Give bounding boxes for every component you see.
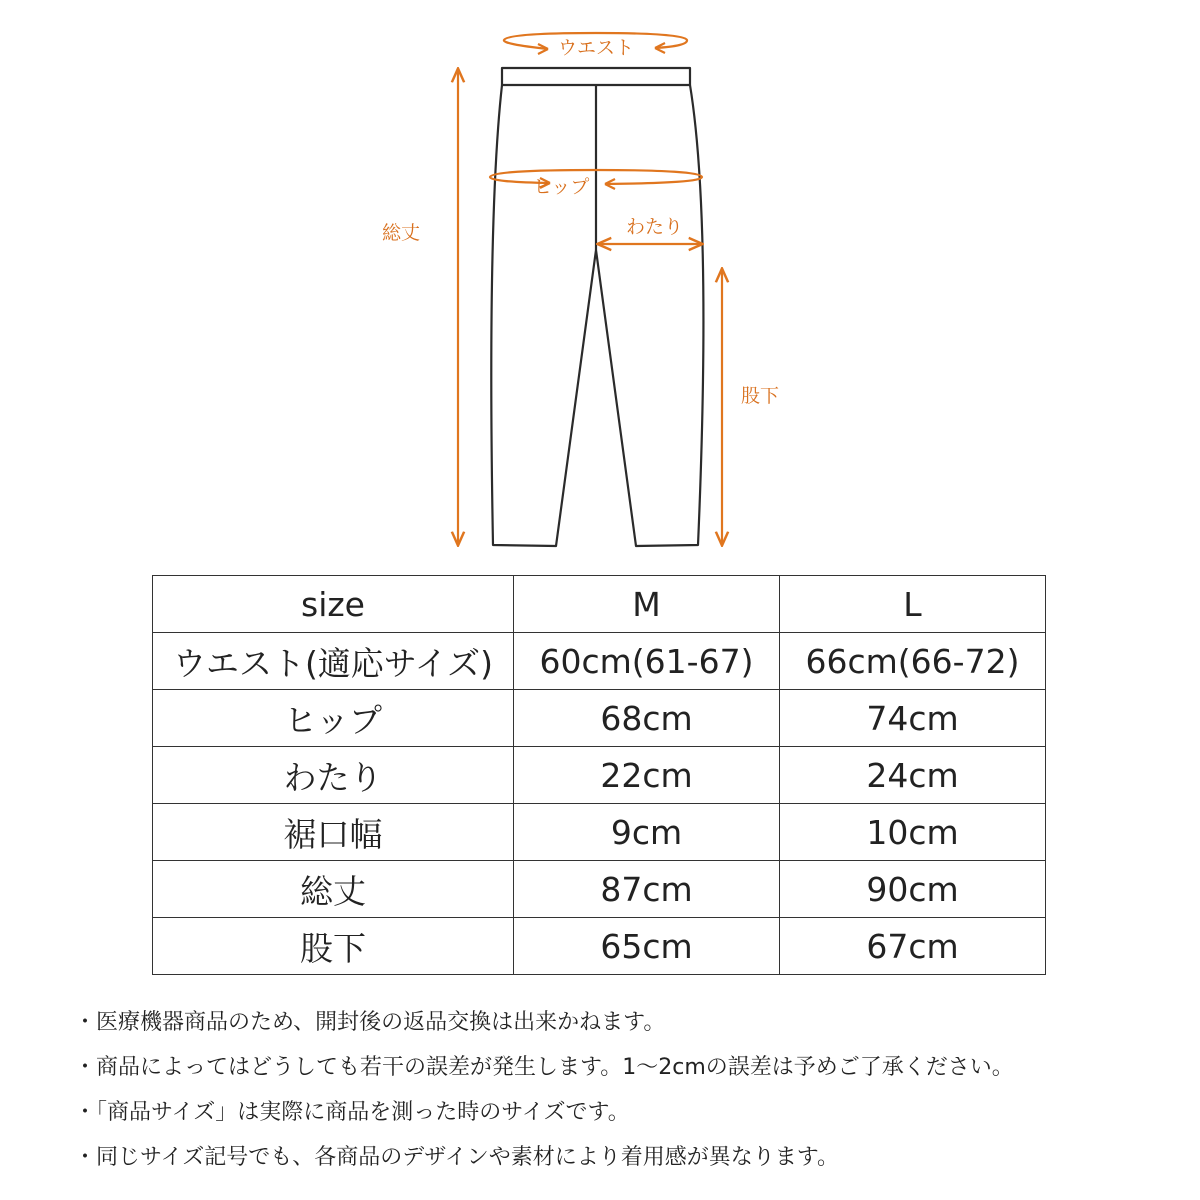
table-cell: 9cm (514, 804, 780, 861)
table-cell: 股下 (153, 918, 514, 975)
table-cell: わたり (153, 747, 514, 804)
pants-body (491, 85, 703, 546)
table-cell: 裾口幅 (153, 804, 514, 861)
table-header-cell: L (780, 576, 1046, 633)
table-header-cell: size (153, 576, 514, 633)
note-item: ・「商品サイズ」は実際に商品を測った時のサイズです。 (74, 1100, 630, 1125)
table-cell: 60cm(61-67) (514, 633, 780, 690)
size-table (152, 575, 1046, 975)
table-cell: 65cm (514, 918, 780, 975)
note-item: ・医療機器商品のため、開封後の返品交換は出来かねます。 (74, 1010, 666, 1035)
notes-list (74, 1000, 1014, 1180)
table-row (153, 804, 1046, 861)
pants-outline (491, 68, 703, 546)
table-row (153, 861, 1046, 918)
table-cell: 74cm (780, 690, 1046, 747)
table-cell: ウエスト(適応サイズ) (153, 633, 514, 690)
table-cell: 24cm (780, 747, 1046, 804)
table-cell: 66cm(66-72) (780, 633, 1046, 690)
table-cell: 68cm (514, 690, 780, 747)
hip-label: ヒップ (533, 176, 590, 198)
table-row (153, 690, 1046, 747)
table-cell: ヒップ (153, 690, 514, 747)
note-item: ・商品によってはどうしても若干の誤差が発生します。1〜2cmの誤差は予めご了承ください。 (74, 1055, 1014, 1080)
total-length-label: 総丈 (382, 222, 421, 244)
table-row (153, 747, 1046, 804)
inseam-label: 股下 (741, 385, 780, 407)
table-cell: 87cm (514, 861, 780, 918)
table-cell: 10cm (780, 804, 1046, 861)
table-cell: 22cm (514, 747, 780, 804)
pants-measurement-diagram (0, 0, 1200, 570)
table-cell: 総丈 (153, 861, 514, 918)
table-header-row (153, 576, 1046, 633)
table-header-cell: M (514, 576, 780, 633)
table-cell: 67cm (780, 918, 1046, 975)
note-item: ・同じサイズ記号でも、各商品のデザインや素材により着用感が異なります。 (74, 1145, 839, 1170)
table-row (153, 633, 1046, 690)
waist-label: ウエスト (558, 37, 635, 59)
waistband (502, 68, 690, 85)
table-row (153, 918, 1046, 975)
table-cell: 90cm (780, 861, 1046, 918)
thigh-label: わたり (626, 216, 684, 238)
